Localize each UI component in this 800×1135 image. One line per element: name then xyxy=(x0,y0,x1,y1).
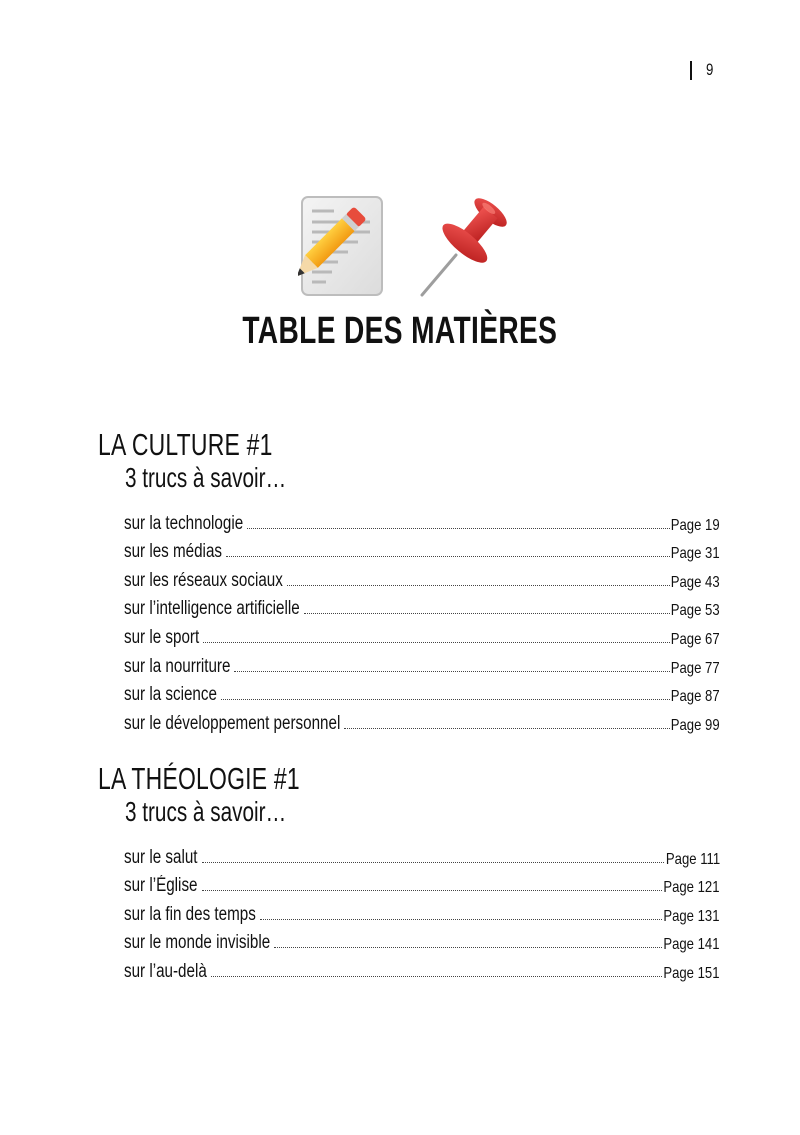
toc-entries xyxy=(124,840,720,983)
toc-entry[interactable] xyxy=(124,954,720,983)
entry-page: Page 131 xyxy=(663,907,720,925)
page-number-value: 9 xyxy=(706,60,714,79)
page-title-text: TABLE DES MATIÈRES xyxy=(242,310,558,352)
dot-leader xyxy=(247,527,669,529)
toc-entry[interactable] xyxy=(124,706,720,735)
page-number-divider xyxy=(690,61,692,80)
dot-leader xyxy=(287,584,670,586)
toc-section-theologie xyxy=(98,762,720,983)
dot-leader xyxy=(202,889,663,891)
dot-leader xyxy=(203,641,669,643)
entry-label: sur la fin des temps xyxy=(124,903,256,925)
entry-page: Page 67 xyxy=(671,630,720,648)
entry-label: sur la nourriture xyxy=(124,655,231,677)
dot-leader xyxy=(221,698,670,700)
header-icons xyxy=(298,193,508,299)
toc-entry[interactable] xyxy=(124,897,720,926)
toc-entry[interactable] xyxy=(124,563,720,592)
page-title xyxy=(0,310,800,353)
dot-leader xyxy=(211,975,663,977)
dot-leader xyxy=(226,555,670,557)
entry-page: Page 77 xyxy=(671,659,720,677)
toc-entry[interactable] xyxy=(124,620,720,649)
toc-entry[interactable] xyxy=(124,649,720,678)
page-number xyxy=(690,58,715,82)
entry-page: Page 53 xyxy=(671,602,720,620)
dot-leader xyxy=(260,918,663,920)
toc-section-culture xyxy=(98,428,720,735)
entry-page: Page 43 xyxy=(671,573,720,591)
section-subheading: 3 trucs à savoir… xyxy=(125,462,287,493)
toc-entry[interactable] xyxy=(124,506,720,535)
toc-entry[interactable] xyxy=(124,840,720,869)
dot-leader xyxy=(344,727,669,729)
entry-label: sur le sport xyxy=(124,626,200,648)
entry-label: sur le monde invisible xyxy=(124,932,271,954)
entry-page: Page 99 xyxy=(671,716,720,734)
entry-page: Page 151 xyxy=(663,964,720,982)
entry-page: Page 19 xyxy=(671,516,720,534)
entry-page: Page 31 xyxy=(671,545,720,563)
section-heading: LA CULTURE #1 xyxy=(98,427,273,462)
dot-leader xyxy=(234,670,669,672)
entry-label: sur l’Église xyxy=(124,875,198,897)
dot-leader xyxy=(304,612,670,614)
entry-label: sur le salut xyxy=(124,846,198,868)
memo-pencil-icon xyxy=(298,193,388,299)
entry-page: Page 111 xyxy=(665,850,720,868)
entry-label: sur l’au-delà xyxy=(124,960,207,982)
section-heading: LA THÉOLOGIE #1 xyxy=(98,761,300,796)
dot-leader xyxy=(202,861,664,863)
toc-entry[interactable] xyxy=(124,678,720,707)
entry-label: sur les réseaux sociaux xyxy=(124,569,283,591)
dot-leader xyxy=(274,946,662,948)
entry-label: sur les médias xyxy=(124,541,222,563)
toc-entries xyxy=(124,506,720,735)
entry-page: Page 121 xyxy=(663,879,720,897)
toc-entry[interactable] xyxy=(124,926,720,955)
toc-entry[interactable] xyxy=(124,592,720,621)
toc-entry[interactable] xyxy=(124,869,720,898)
toc-entry[interactable] xyxy=(124,535,720,564)
pushpin-icon xyxy=(418,193,508,299)
section-subheading: 3 trucs à savoir… xyxy=(125,796,287,827)
entry-page: Page 87 xyxy=(671,688,720,706)
entry-label: sur l’intelligence artificielle xyxy=(124,598,300,620)
entry-label: sur le développement personnel xyxy=(124,712,341,734)
entry-label: sur la technologie xyxy=(124,512,244,534)
entry-label: sur la science xyxy=(124,684,217,706)
entry-page: Page 141 xyxy=(663,936,720,954)
